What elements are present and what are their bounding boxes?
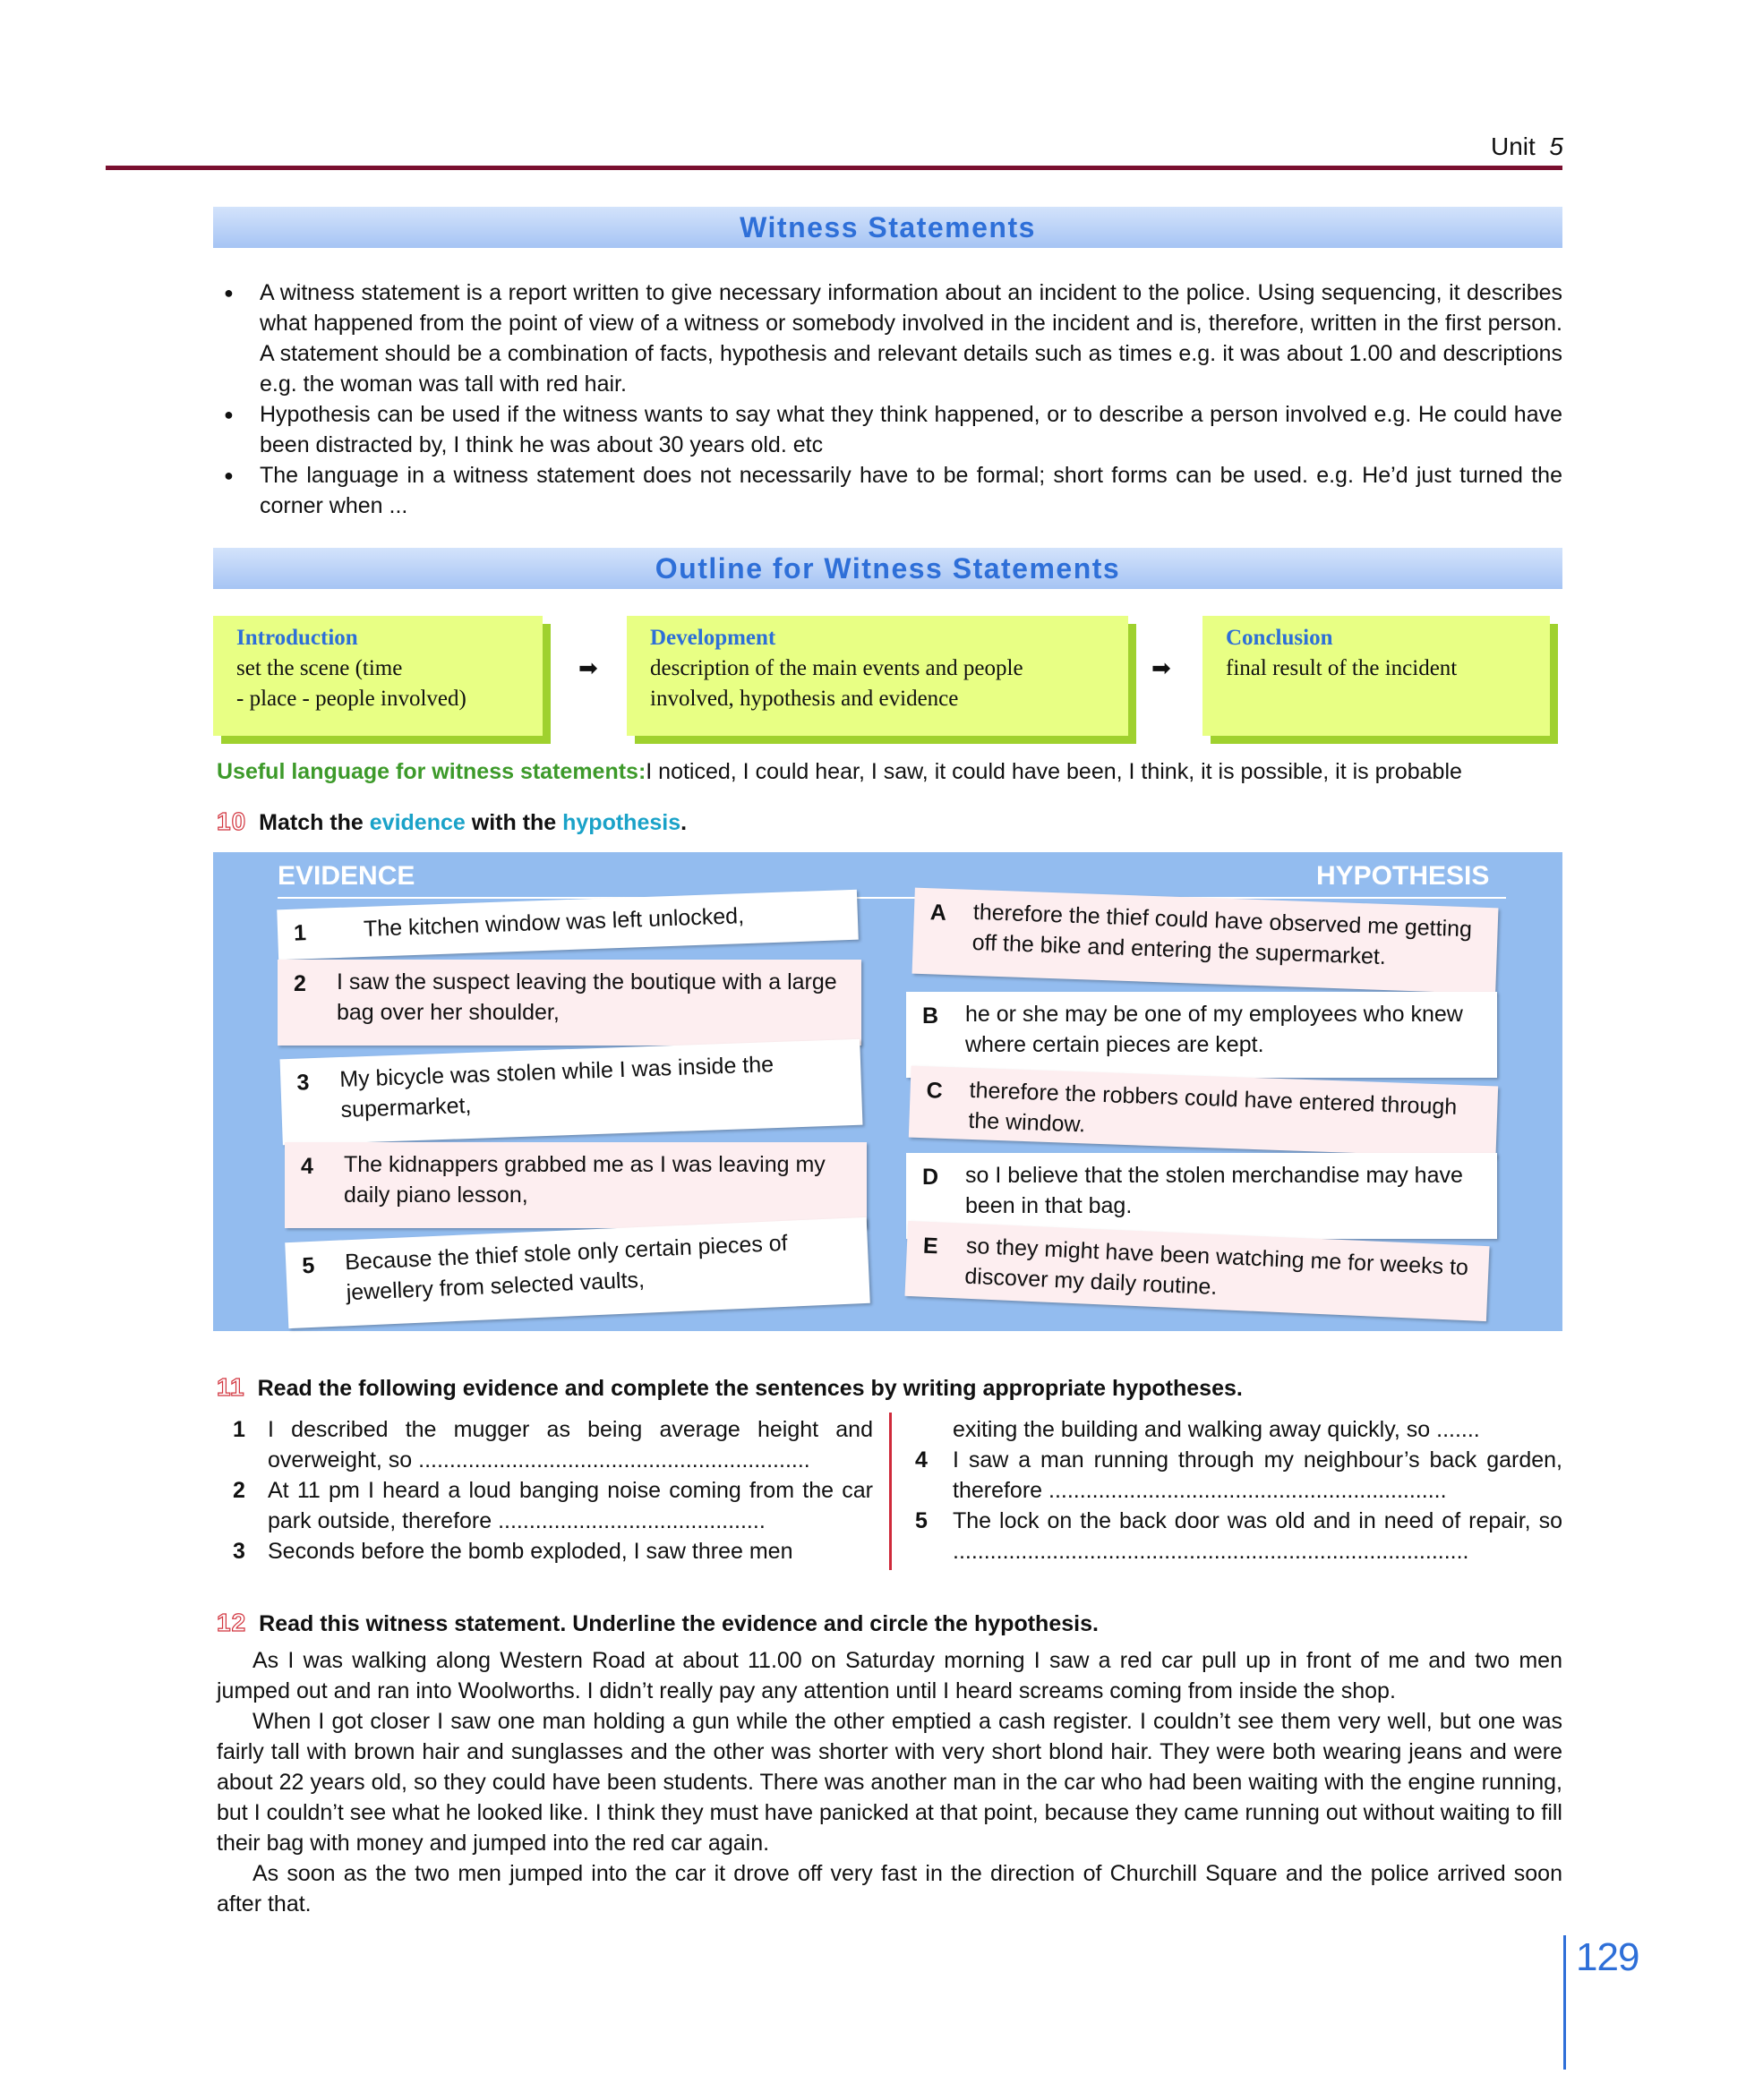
exercise-12-heading: 12 Read this witness statement. Underline the evidence and circle the hypothesis. xyxy=(217,1609,1099,1636)
evidence-header: EVIDENCE xyxy=(278,861,415,891)
right-arrow-icon: ➡ xyxy=(1151,654,1171,681)
header-rule xyxy=(106,166,1562,170)
hypothesis-card: A therefore the thief could have observed me getting off the bike and entering the supermarket. xyxy=(912,888,1499,995)
right-arrow-icon: ➡ xyxy=(578,654,598,681)
exercise-number: 12 xyxy=(217,1609,247,1636)
hypothesis-card: B he or she may be one of my employees who knew where certain pieces are kept. xyxy=(906,992,1497,1078)
section-title-outline: Outline for Witness Statements xyxy=(213,548,1562,589)
outline-text: - place - people involved) xyxy=(236,687,466,711)
section-title-witness-statements: Witness Statements xyxy=(213,207,1562,248)
list-item: 2 At 11 pm I heard a loud banging noise coming from the car park outside, therefore ........................................... xyxy=(233,1478,873,1533)
exercise-number: 10 xyxy=(217,807,247,835)
outline-text: involved, hypothesis and evidence xyxy=(650,687,959,711)
page-number: 129 xyxy=(1576,1935,1639,1979)
exercise-10-heading: 10 Match the evidence with the hypothesis. xyxy=(217,807,688,835)
bullet-item: ● A witness statement is a report written to give necessary information about an incident to the police. Using sequencing, it describes what happened from the point of view of a witness or somebody involved in the incident and is, therefore, written in the first person. A statement should be a combination of facts, hypothesis and relevant details such as times e.g. it was about 1.00 and descriptions e.g. the woman was tall with red hair. xyxy=(213,277,1562,399)
column-divider xyxy=(889,1413,892,1570)
list-item: 4 I saw a man running through my neighbour’s back garden, therefore ................................................................ xyxy=(915,1447,1562,1503)
paragraph: As soon as the two men jumped into the car it drove off very fast in the direction of Churchill Square and the police arrived soon after that. xyxy=(217,1861,1562,1916)
evidence-word: evidence xyxy=(369,810,466,835)
list-item: exiting the building and walking away quickly, so ....... xyxy=(953,1417,1480,1442)
hypothesis-word: hypothesis xyxy=(562,810,681,835)
useful-label: Useful language for witness statements: xyxy=(217,759,646,784)
bullet-item: ● Hypothesis can be used if the witness wants to say what they think happened, or to describe a person involved e.g. He could have been distracted by, I think he was about 30 years old. etc xyxy=(213,399,1562,460)
hypothesis-header: HYPOTHESIS xyxy=(1316,861,1490,891)
useful-language xyxy=(217,759,1462,785)
outline-box-development xyxy=(627,616,1128,736)
bullet-item: ● The language in a witness statement does not necessarily have to be formal; short forms can be used. e.g. He’d just turned the corner when ... xyxy=(213,460,1562,521)
outline-box-introduction xyxy=(213,616,543,736)
evidence-card: 3 My bicycle was stolen while I was inside the supermarket, xyxy=(280,1039,863,1146)
unit-label: Unit 5 xyxy=(1491,132,1563,160)
header-underline xyxy=(278,897,1506,899)
outline-text: set the scene (time xyxy=(236,656,403,680)
useful-text: I noticed, I could hear, I saw, it could have been, I think, it is possible, it is probable xyxy=(646,759,1462,784)
hypothesis-card: E so they might have been watching me for weeks to discover my daily routine. xyxy=(904,1221,1489,1321)
unit-number: 5 xyxy=(1549,132,1563,160)
evidence-card: 2 I saw the suspect leaving the boutique with a large bag over her shoulder, xyxy=(278,960,861,1046)
evidence-card: 4 The kidnappers grabbed me as I was leaving my daily piano lesson, xyxy=(285,1142,867,1228)
evidence-card: 5 Because the thief stole only certain pieces of jewellery from selected vaults, xyxy=(285,1217,870,1328)
paragraph: When I got closer I saw one man holding a gun while the other emptied a cash register. I couldn’t see them very well, but one was fairly tall with brown hair and sunglasses and the other was shorter with very short blond hair. They were both wearing jeans and were about 22 years old, so they could have been students. There was another man in the car who had been waiting with the engine running, but I couldn’t see what he looked like. I think they must have panicked at that point, because they came running out without waiting to fill their bag with money and jumped into the red car again. xyxy=(217,1709,1562,1856)
outline-heading: Conclusion xyxy=(1226,626,1333,650)
exercise-11-left-column xyxy=(217,1414,873,1566)
outline-box-conclusion xyxy=(1202,616,1550,736)
bullet-list xyxy=(213,277,1562,521)
list-item: 3 Seconds before the bomb exploded, I saw three men xyxy=(233,1539,793,1564)
list-item: 5 The lock on the back door was old and in need of repair, so ................................................................................... xyxy=(915,1508,1562,1564)
outline-heading: Introduction xyxy=(236,626,358,650)
outline-text: description of the main events and people xyxy=(650,656,1023,680)
evidence-card: 1 The kitchen window was left unlocked, xyxy=(277,890,859,960)
outline-heading: Development xyxy=(650,626,776,650)
page-number-rule xyxy=(1563,1935,1566,2070)
witness-statement-text xyxy=(217,1645,1562,1919)
exercise-number: 11 xyxy=(217,1373,245,1401)
hypothesis-card: D so I believe that the stolen merchandise may have been in that bag. xyxy=(906,1153,1497,1239)
hypothesis-card: C therefore the robbers could have entered through the window. xyxy=(909,1066,1498,1158)
exercise-11-right-column xyxy=(899,1414,1562,1566)
paragraph: As I was walking along Western Road at about 11.00 on Saturday morning I saw a red car pull up in front of me and two men jumped out and ran into Woolworths. I didn’t really pay any attention until I heard screams coming from inside the shop. xyxy=(217,1648,1562,1703)
exercise-11-heading: 11 Read the following evidence and complete the sentences by writing appropriate hypotheses. xyxy=(217,1373,1243,1401)
outline-text: final result of the incident xyxy=(1226,656,1458,680)
list-item: 1 I described the mugger as being average height and overweight, so ............................................................... xyxy=(233,1417,873,1473)
